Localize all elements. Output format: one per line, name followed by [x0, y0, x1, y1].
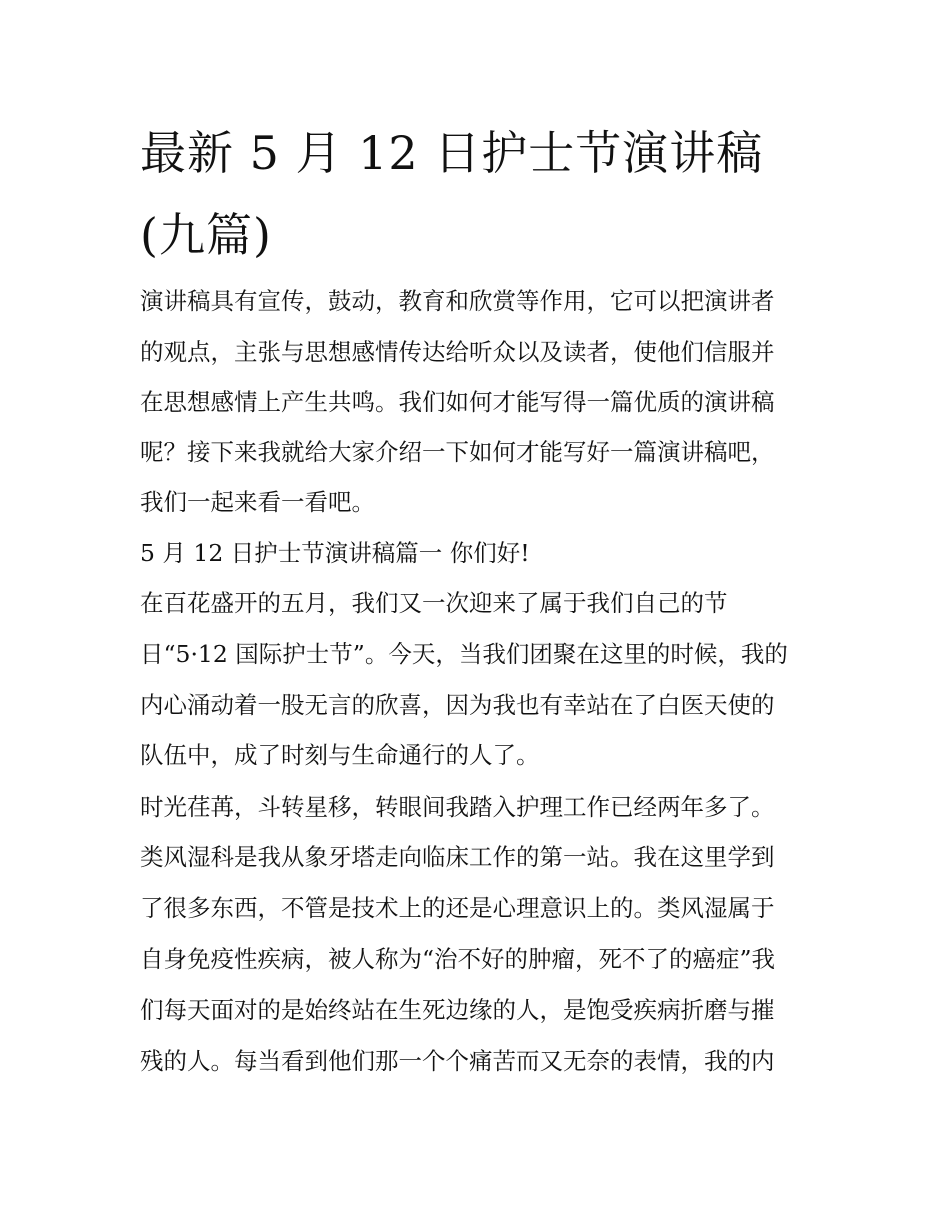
body-line: 时光荏苒，斗转星移，转眼间我踏入护理工作已经两年多了。 — [140, 793, 775, 821]
body-line: 内心涌动着一股无言的欣喜，因为我也有幸站在了白医天使的 — [140, 691, 775, 719]
body-line: 自身免疫性疾病，被人称为“治不好的肿瘤，死不了的癌症”我 — [140, 945, 776, 973]
body-line: 在思想感情上产生共鸣。我们如何才能写得一篇优质的演讲稿 — [140, 388, 775, 416]
body-line: 类风湿科是我从象牙塔走向临床工作的第一站。我在这里学到 — [140, 843, 775, 871]
body-line: 残的人。每当看到他们那一个个痛苦而又无奈的表情，我的内 — [140, 1047, 775, 1075]
body-line: 在百花盛开的五月，我们又一次迎来了属于我们自己的节 — [140, 589, 728, 617]
section-heading: 5 月 12 日护士节演讲稿篇一 你们好! — [140, 539, 530, 567]
body-line: 们每天面对的是始终站在生死边缘的人，是饱受疾病折磨与摧 — [140, 996, 775, 1024]
title-line-2: (九篇) — [140, 208, 272, 262]
body-line: 的观点，主张与思想感情传达给听众以及读者，使他们信服并 — [140, 338, 775, 366]
body-line: 我们一起来看一看吧。 — [140, 488, 375, 516]
title-line-1: 最新 5 月 12 日护士节演讲稿 — [140, 126, 764, 180]
body-line: 呢？接下来我就给大家介绍一下如何才能写好一篇演讲稿吧， — [140, 438, 775, 466]
document-title — [140, 112, 820, 276]
body-line: 队伍中，成了时刻与生命通行的人了。 — [140, 741, 540, 769]
body-line: 了很多东西，不管是技术上的还是心理意识上的。类风湿属于 — [140, 894, 775, 922]
body-line: 演讲稿具有宣传，鼓动，教育和欣赏等作用，它可以把演讲者 — [140, 287, 775, 315]
body-line: 日“5·12 国际护士节”。今天，当我们团聚在这里的时候，我的 — [140, 640, 788, 668]
